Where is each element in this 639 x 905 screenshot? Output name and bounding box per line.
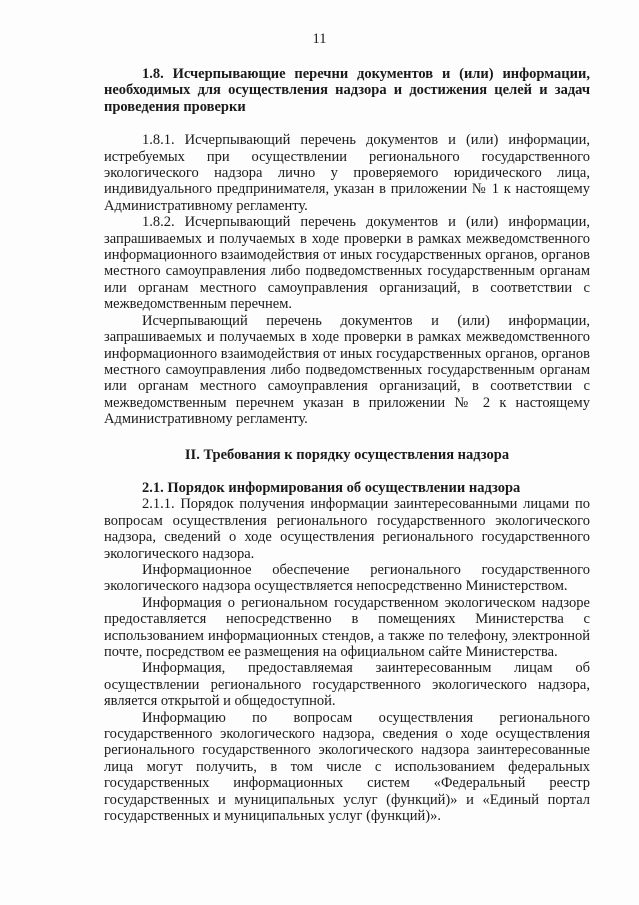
page-number: 11 [312, 31, 327, 47]
paragraph-2-1-1: 2.1.1. Порядок получения информации заинтересованными лицами по вопросам осуществления регионального государственного экологического надзора, сведений о ходе осуществления регионального государственного экологического надзора. [104, 496, 590, 562]
paragraph-1-8-1: 1.8.1. Исчерпывающий перечень документов и (или) информации, истребуемых при осуществлении регионального государственного экологического надзора лично у проверяемого юридического лица, индивидуального предпринимателя, указан в приложении № 1 к настоящему Административному регламенту. [104, 132, 590, 214]
paragraph-1-8-2: 1.8.2. Исчерпывающий перечень документов и (или) информации, запрашиваемых и получаемых в ходе проверки в рамках межведомственного информационного взаимодействия от иных государственных органов, органов местного самоуправления либо подведомственных государственным органам или органам местного самоуправления организаций, в соответствии с межведомственным перечнем. [104, 214, 590, 313]
paragraph-info-open: Информация, предоставляемая заинтересованным лицам об осуществлении регионального государственного экологического надзора, является открытой и общедоступной. [104, 660, 590, 710]
section-2-1-heading: 2.1. Порядок информирования об осуществлении надзора [142, 479, 521, 496]
paragraph-1-8-2-list: Исчерпывающий перечень документов и (или) информации, запрашиваемых и получаемых в ходе проверки в рамках межведомственного информационного взаимодействия от иных государственных органов, органов местного самоуправления либо подведомственных государственным органам или органам местного самоуправления организаций, в соответствии с межведомственным перечнем указан в приложении № 2 к настоящему Административному регламенту. [104, 312, 590, 428]
chapter-2-heading: II. Требования к порядку осуществления надзора [184, 446, 510, 463]
paragraph-info-location: Информация о региональном государственном экологическом надзоре предоставляется непосредственно в помещениях Министерства с использованием информационных стендов, а также по телефону, электронной почте, посредством ее размещения на официальном сайте Министерства. [104, 594, 590, 660]
paragraph-info-provision: Информационное обеспечение регионального государственного экологического надзора осуществляется непосредственно Министерством. [104, 561, 590, 595]
section-1-8-heading: 1.8. Исчерпывающие перечни документов и (или) информации, необходимых для осуществления надзора и достижения целей и задач проведения проверки [104, 66, 590, 115]
page-content [104, 66, 590, 824]
paragraph-info-systems: Информацию по вопросам осуществления регионального государственного экологического надзора, сведения о ходе осуществления регионального государственного экологического надзора заинтересованные лица могут получить, в том числе с использованием федеральных государственных информационных систем «Федеральный реестр государственных и муниципальных услуг (функций)» и «Единый портал государственных и муниципальных услуг (функций)». [104, 709, 590, 825]
